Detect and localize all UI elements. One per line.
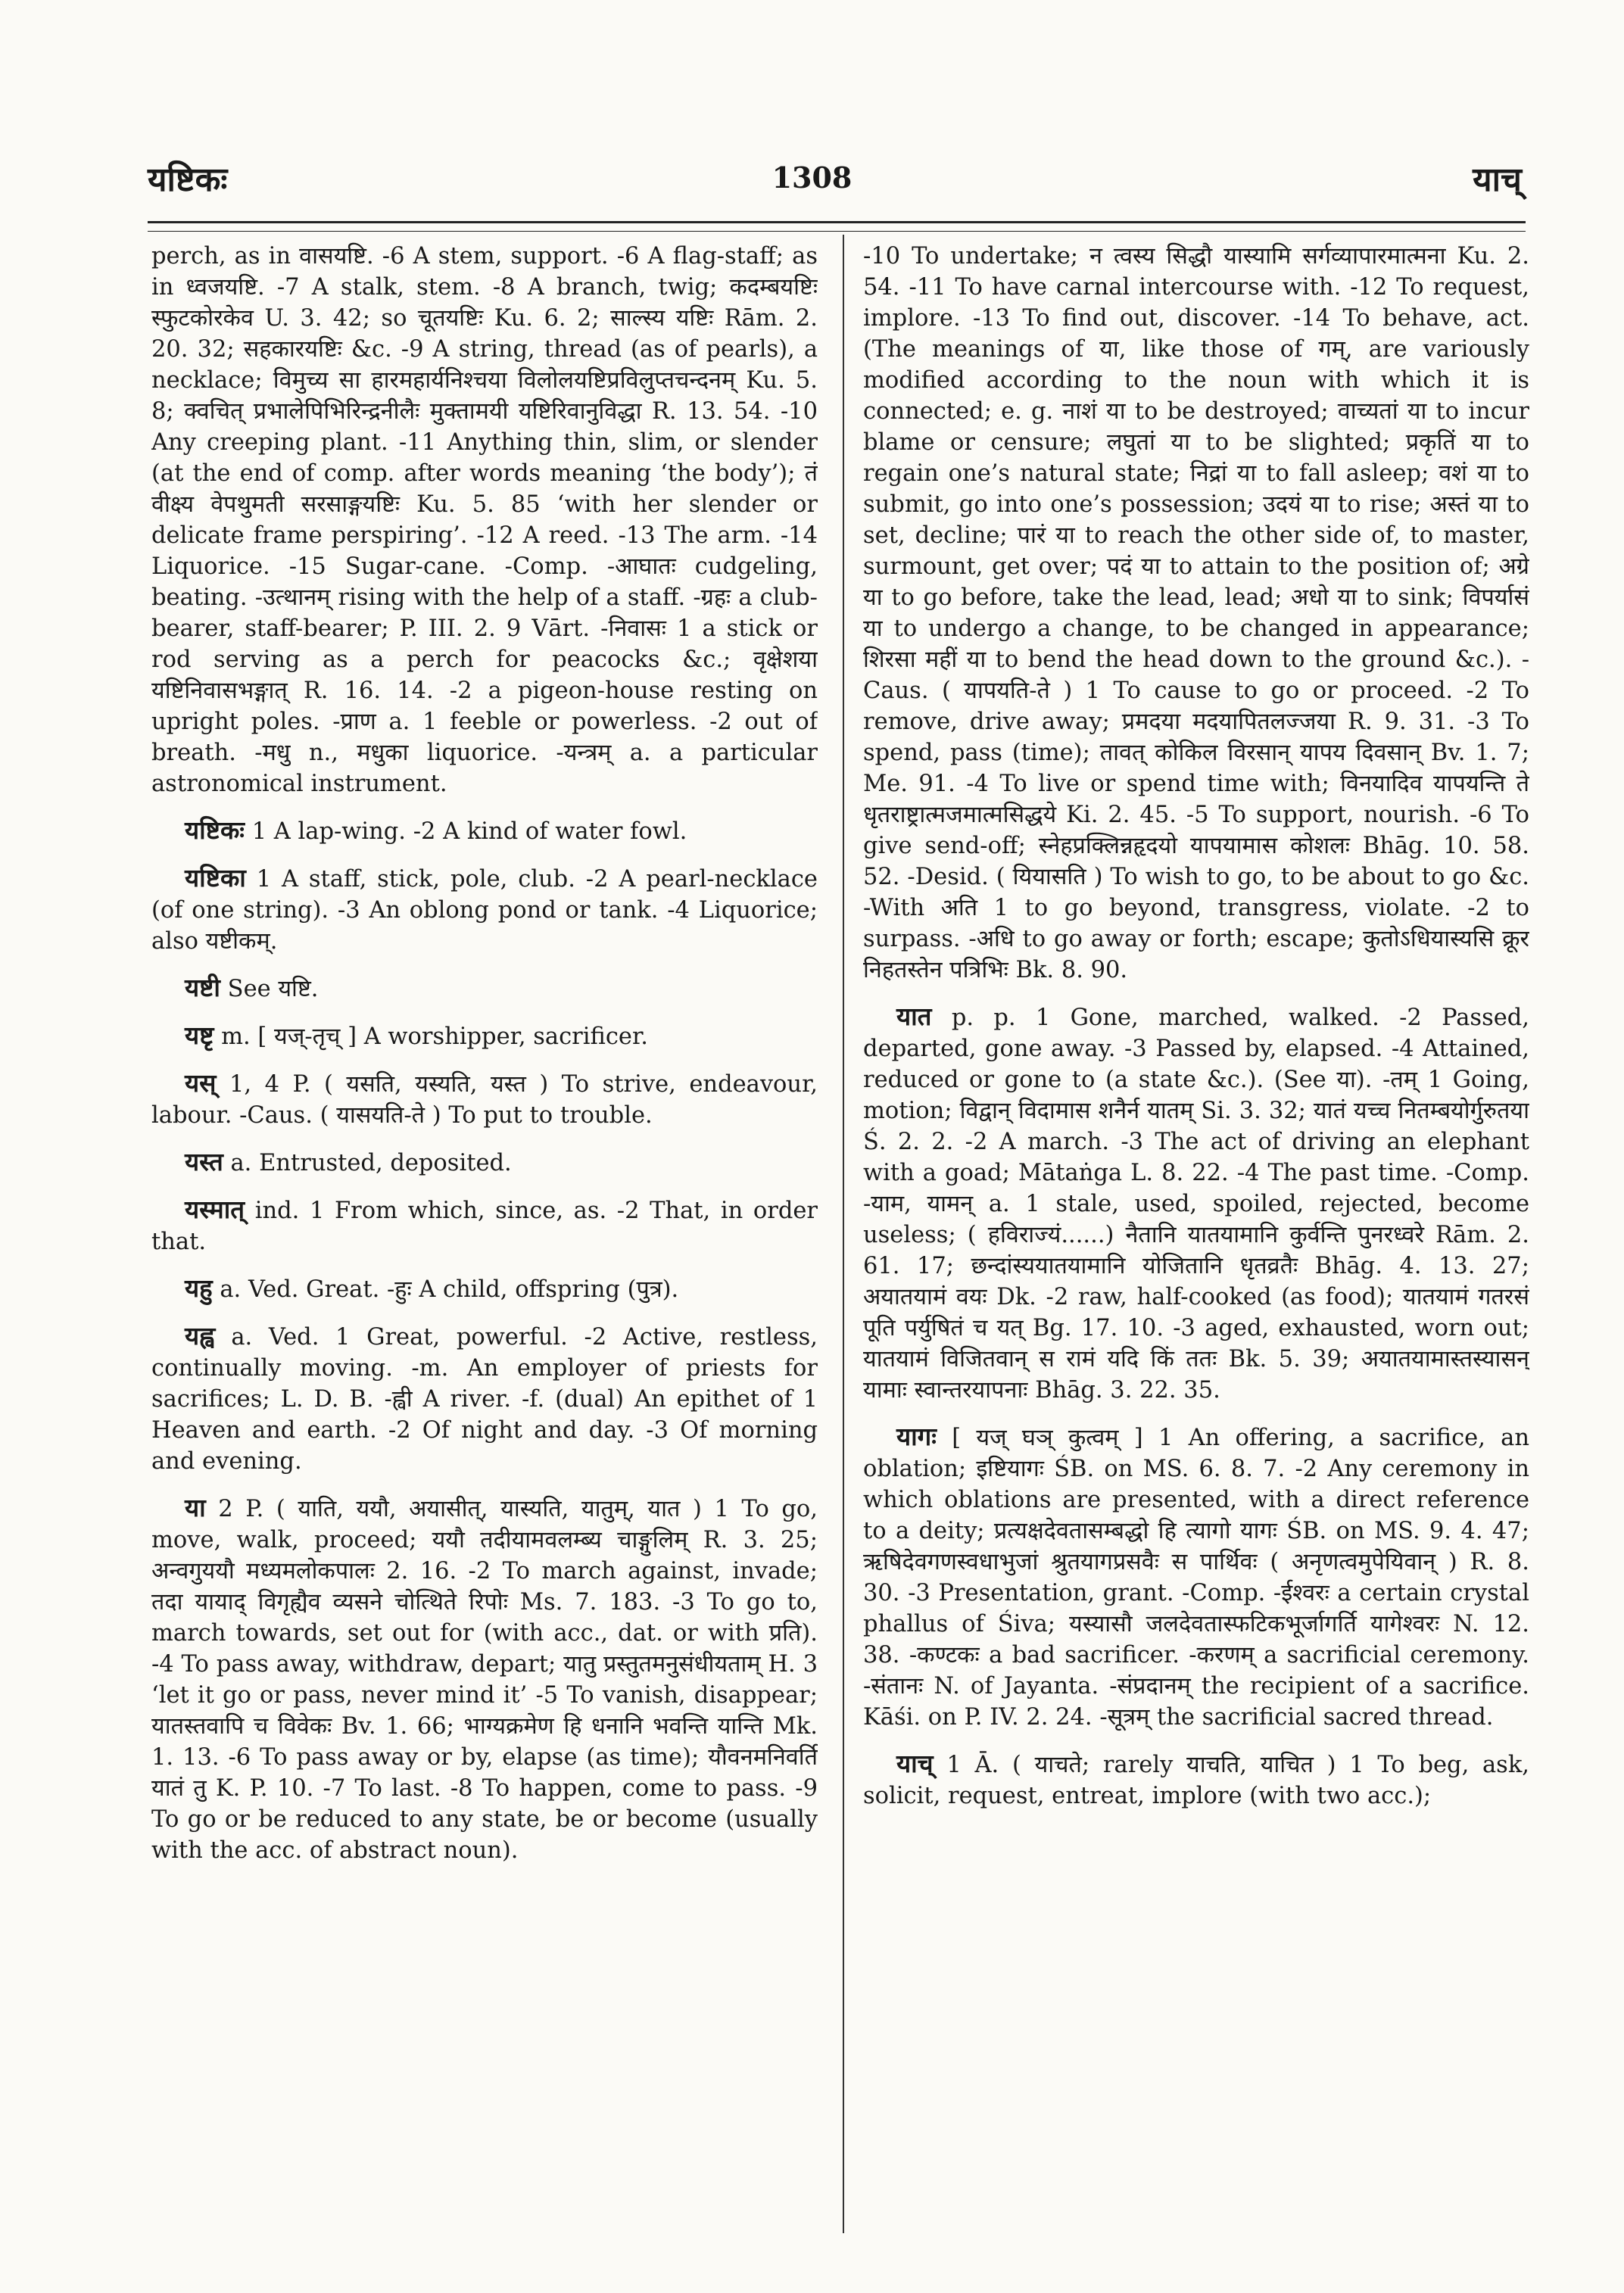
entry-headword: यस्त [185, 1147, 223, 1176]
entry-text: 1 Ā. ( याचते; rarely याचति, याचित ) 1 To beg, ask, solicit, request, entreat, implore (with two acc.); [863, 1752, 1529, 1809]
dictionary-entry [151, 1067, 818, 1131]
dictionary-entry [863, 241, 1529, 986]
dictionary-entry [151, 815, 818, 847]
entry-headword: यष्टिका [185, 863, 246, 893]
dictionary-entry [151, 1492, 818, 1866]
running-head-right: याच् [1473, 160, 1522, 199]
entry-headword: या [185, 1493, 206, 1522]
header-rule [148, 221, 1526, 232]
entry-text: perch, as in वासयष्टि. -6 A stem, support. -6 A flag-staff; as in ध्वजयष्टि. -7 A stalk, stem. -8 A branch, twig; कदम्बयष्टिः स्फुटकोरकेव U. 3. 42; so चूतयष्टिः Ku. 6. 2; साल्स्य यष्टिः Rām. 2. 20. 32; सहकारयष्टिः &c. -9 A string, thread (as of pearls), a necklace; विमुच्य सा हारमहार्यनिश्चया विलोलयष्टिप्रविलुप्तचन्दनम् Ku. 5. 8; क्वचित् प्रभालेपिभिरिन्द्रनीलैः मुक्तामयी यष्टिरिवानुविद्धा R. 13. 54. -10 Any creeping plant. -11 Anything thin, slim, or slender (at the end of comp. after words meaning ‘the body’); तं वीक्ष्य वेपथुमती सरसाङ्गयष्टिः Ku. 5. 85 ‘with her slender or delicate frame perspiring’. -12 A reed. -13 The arm. -14 Liquorice. -15 Sugar-cane. -Comp. -आघातः cudgeling, beating. -उत्थानम् rising with the help of a staff. -ग्रहः a club-bearer, staff-bearer; P. III. 2. 9 Vārt. -निवासः 1 a stick or rod serving as a perch for peacocks &c.; वृक्षेशया यष्टिनिवासभङ्गात् R. 16. 14. -2 a pigeon-house resting on upright poles. -प्राण a. 1 feeble or powerless. -2 out of breath. -मधु n., मधुका liquorice. -यन्त्रम् a. a particular astronomical instrument. [151, 243, 818, 797]
entry-text: 2 P. ( याति, ययौ, अयासीत्, यास्यति, यातुम्, यात ) 1 To go, move, walk, proceed; ययौ तदीयामवलम्ब्य चाङ्गुलिम् R. 3. 25; अन्वगुययौ मध्यमलोकपालः 2. 16. -2 To march against, invade; तदा यायाद् विगृह्यैव व्यसने चोत्थिते रिपोः Ms. 7. 183. -3 To go to, march towards, set out for (with acc., dat. or with प्रति). -4 To pass away, withdraw, depart; यातु प्रस्तुतमनुसंधीयताम् H. 3 ‘let it go or pass, never mind it’ -5 To vanish, disappear; यातस्तवापि च विवेकः Bv. 1. 66; भाग्यक्रमेण हि धनानि भवन्ति यान्ति Mk. 1. 13. -6 To pass away or by, elapse (as time); यौवनमनिवर्ति यातं तु K. P. 10. -7 To last. -8 To happen, come to pass. -9 To go or be reduced to any state, be or become (usually with the acc. of abstract noun). [151, 1496, 818, 1864]
dictionary-entry [151, 1020, 818, 1052]
entry-headword: यष्टिकः [185, 815, 245, 845]
entry-headword: यात [896, 1002, 932, 1031]
entry-text: 1, 4 P. ( यसति, यस्यति, यस्त ) To strive, endeavour, labour. -Caus. ( यासयति-ते ) To put to trouble. [151, 1071, 818, 1129]
entry-text: a. Ved. Great. -हुः A child, offspring (पुत्र). [220, 1276, 679, 1303]
entry-headword: यागः [896, 1422, 937, 1451]
dictionary-entry [863, 1421, 1529, 1733]
running-head-left: यष्टिकः [148, 160, 228, 199]
entry-headword: यष्टृ [185, 1020, 214, 1050]
entry-text: a. Entrusted, deposited. [230, 1150, 512, 1176]
entry-headword: यहु [185, 1273, 213, 1303]
dictionary-entry [151, 241, 818, 799]
page-number: 1308 [771, 160, 853, 195]
entry-headword: याच् [896, 1749, 934, 1778]
dictionary-entry [151, 1273, 818, 1305]
dictionary-entry [151, 862, 818, 957]
right-column [863, 241, 1529, 2247]
entry-text: -10 To undertake; न त्वस्य सिद्धौ यास्यामि सर्गव्यापारमात्मना Ku. 2. 54. -11 To have carnal intercourse with. -12 To request, implore. -13 To find out, discover. -14 To behave, act. (The meanings of या, like those of गम्, are variously modified according to the noun with which it is connected; e. g. नाशं या to be destroyed; वाच्यतां या to incur blame or censure; लघुतां या to be slighted; प्रकृतिं या to regain one’s natural state; निद्रां या to fall asleep; वशं या to submit, go into one’s possession; उदयं या to rise; अस्तं या to set, decline; पारं या to reach the other side of, to master, surmount, get over; पदं या to attain to the position of; अग्रे या to go before, take the lead, lead; अधो या to sink; विपर्यासं या to undergo a change, to be changed in appearance; शिरसा महीं या to bend the head down to the ground &c.). -Caus. ( यापयति-ते ) 1 To cause to go or proceed. -2 To remove, drive away; प्रमदया मदयापितलज्जया R. 9. 31. -3 To spend, pass (time); तावत् कोकिल विरसान् यापय दिवसान् Bv. 1. 7; Me. 91. -4 To live or spend time with; विनयादिव यापयन्ति ते धृतराष्ट्रात्मजमात्मसिद्धये Ki. 2. 45. -5 To support, nourish. -6 To give send-off; स्नेहप्रक्लिन्नहृदयो यापयामास कोशलः Bhāg. 10. 58. 52. -Desid. ( यियासति ) To wish to go, to be about to go &c. -With अति 1 to go beyond, transgress, violate. -2 to surpass. -अधि to go away or forth; escape; कुतोऽधियास्यसि क्रूर निहतस्तेन पत्रिभिः Bk. 8. 90. [863, 243, 1529, 983]
entry-text: 1 A lap-wing. -2 A kind of water fowl. [251, 818, 687, 845]
entry-text: See यष्टि. [227, 976, 319, 1002]
dictionary-entry [151, 1194, 818, 1257]
column-divider [843, 235, 844, 2233]
dictionary-entry [863, 1001, 1529, 1406]
entry-text: ind. 1 From which, since, as. -2 That, in order that. [151, 1198, 818, 1255]
entry-text: m. [ यज्-तृच् ] A worshipper, sacrificer. [221, 1023, 648, 1050]
entry-text: 1 A staff, stick, pole, club. -2 A pearl-necklace (of one string). -3 An oblong pond or tank. -4 Liquorice; also यष्टीकम्. [151, 866, 818, 955]
entry-text: a. Ved. 1 Great, powerful. -2 Active, restless, continually moving. -m. An employer of priests for sacrifices; L. D. B. -ह्वी A river. -f. (dual) An epithet of 1 Heaven and earth. -2 Of night and day. -3 Of morning and evening. [151, 1324, 818, 1475]
entry-text: p. p. 1 Gone, marched, walked. -2 Passed, departed, gone away. -3 Passed by, elapsed. -4 Attained, reduced or gone to (a state &c.). (See या). -तम् 1 Going, motion; विद्वान् विदामास शनैर्न यातम् Si. 3. 32; यातं यच्च नितम्बयोर्गुरुतया Ś. 2. 2. -2 A march. -3 The act of driving an elephant with a goad; Mātaṅga L. 8. 22. -4 The past time. -Comp. -याम, यामन् a. 1 stale, used, spoiled, rejected, become useless; ( हविराज्यं......) नैतानि यातयामानि कुर्वन्ति पुनरध्वरे Rām. 2. 61. 17; छन्दांस्ययातयामानि योजितानि धृतव्रतैः Bhāg. 4. 13. 27; अयातयामं वयः Dk. -2 raw, half-cooked (as food); यातयामं गतरसं पूति पर्युषितं च यत् Bg. 17. 10. -3 aged, exhausted, worn out; यातयामं विजितवान् स रामं यदि किं ततः Bk. 5. 39; अयातयामास्तस्यासन् यामाः स्वान्तरयापनाः Bhāg. 3. 22. 35. [863, 1005, 1529, 1404]
dictionary-entry [151, 1320, 818, 1477]
left-column [151, 241, 818, 2247]
entry-headword: यस् [185, 1068, 217, 1098]
dictionary-entry [151, 972, 818, 1005]
dictionary-entry [151, 1146, 818, 1179]
entry-headword: यष्टी [185, 973, 220, 1002]
entry-headword: यह्व [185, 1321, 215, 1351]
entry-text: [ यज् घञ् कुत्वम् ] 1 An offering, a sacrifice, an oblation; इष्टियागः ŚB. on MS. 6. 8. 7. -2 Any ceremony in which oblations are presented, with a direct reference to a deity; प्रत्यक्षदेवतासम्बद्धो हि त्यागो यागः ŚB. on MS. 9. 4. 47; ऋषिदेवगणस्वधाभुजां श्रुतयागप्रसवैः स पार्थिवः ( अनृणत्वमुपेयिवान् ) R. 8. 30. -3 Presentation, grant. -Comp. -ईश्वरः a certain crystal phallus of Śiva; यस्यासौ जलदेवतास्फटिकभूर्जागर्ति यागेश्वरः N. 12. 38. -कण्टकः a bad sacrificer. -करणम् a sacrificial ceremony. -संतानः N. of Jayanta. -संप्रदानम् the recipient of a sacrifice. Kāśi. on P. IV. 2. 24. -सूत्रम् the sacrificial sacred thread. [863, 1425, 1529, 1731]
dictionary-entry [863, 1748, 1529, 1812]
entry-headword: यस्मात् [185, 1195, 245, 1224]
